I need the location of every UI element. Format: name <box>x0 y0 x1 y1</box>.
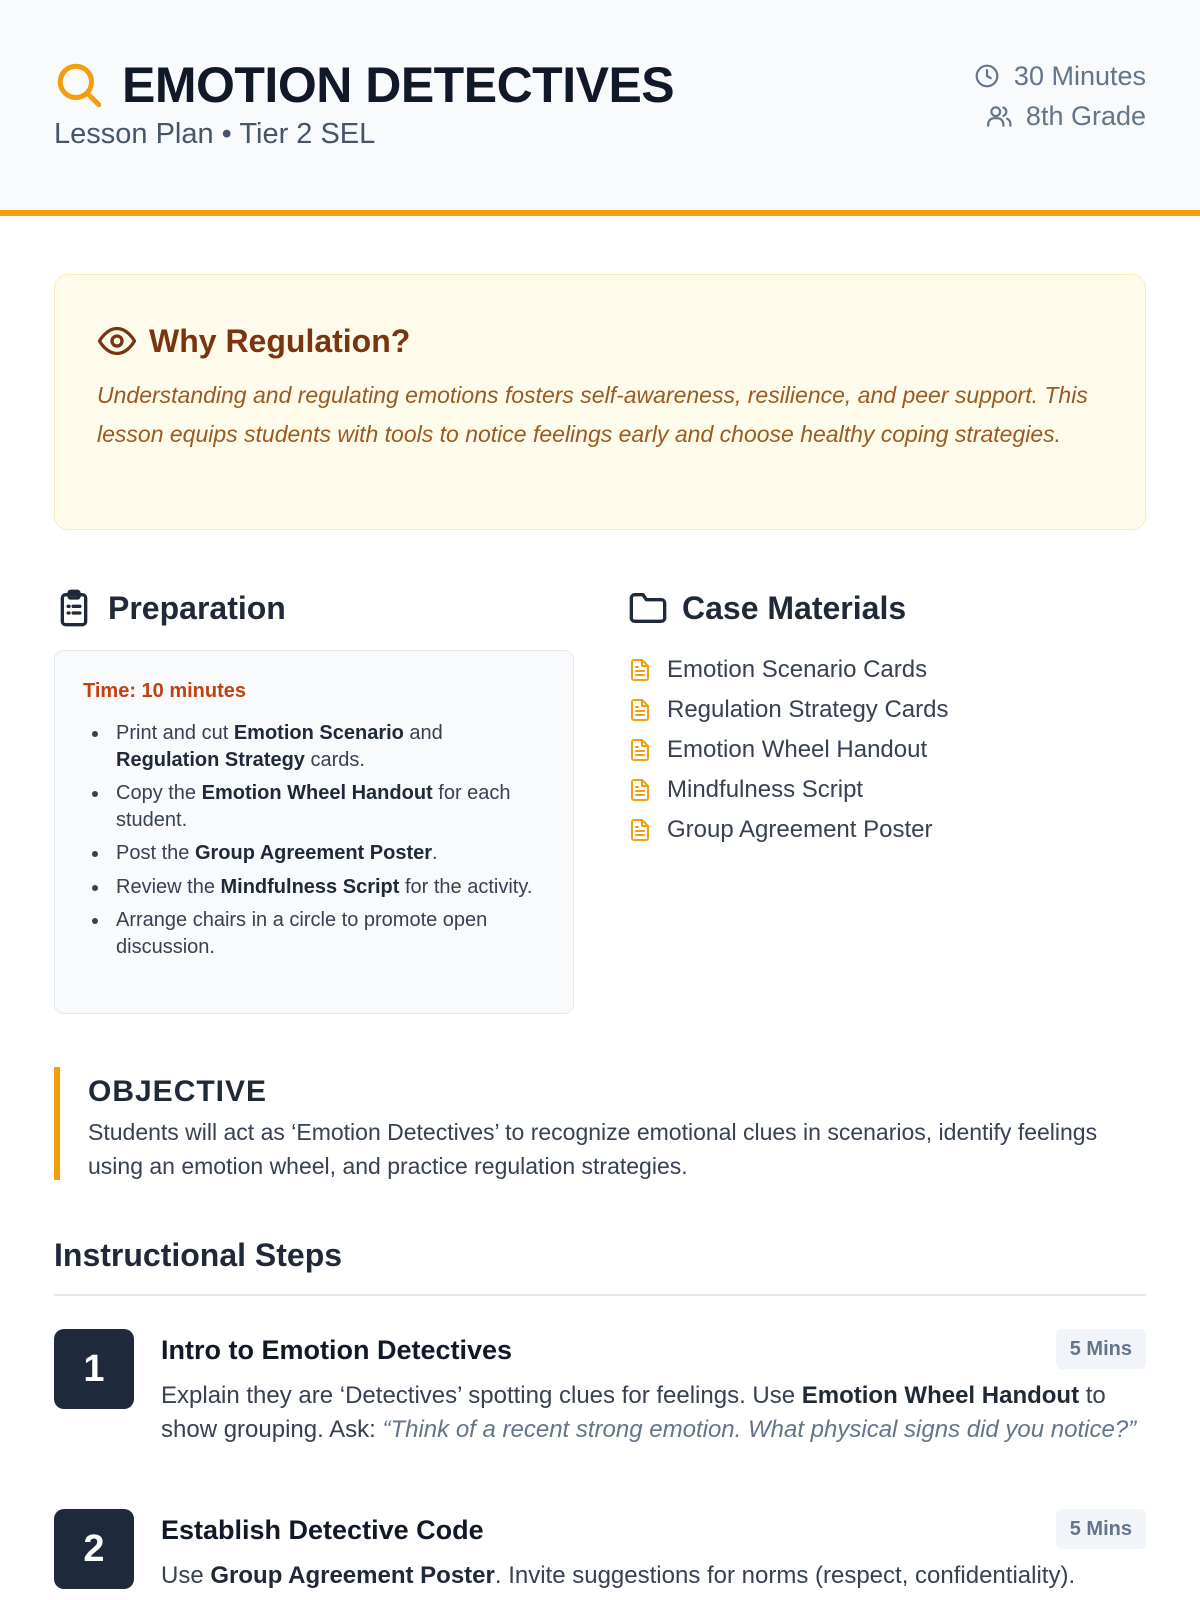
step-title: Establish Detective Code <box>161 1515 484 1545</box>
material-label: Mindfulness Script <box>667 776 864 803</box>
why-title: Why Regulation? <box>149 322 411 359</box>
material-item[interactable] <box>628 650 948 690</box>
eye-icon <box>97 321 137 361</box>
preparation-list <box>83 720 543 967</box>
grade-meta <box>974 96 1146 136</box>
step-item <box>54 1329 1146 1489</box>
why-text: Understanding and regulating emotions fosters self-awareness, resilience, and peer support. This lesson equips students with tools to notice feelings early and choose healthy coping strategies. <box>97 382 1088 447</box>
list-item: Copy the Emotion Wheel Handout for each student. <box>83 780 543 833</box>
document-icon <box>628 738 652 762</box>
list-item: Arrange chairs in a circle to promote open discussion. <box>83 907 543 960</box>
clock-icon <box>974 63 1000 89</box>
steps-divider <box>54 1294 1146 1296</box>
why-heading <box>97 321 410 361</box>
objective-title: OBJECTIVE <box>88 1075 268 1108</box>
page-title: EMOTION DETECTIVES <box>122 57 675 113</box>
material-label: Regulation Strategy Cards <box>667 696 949 723</box>
lesson-meta <box>974 56 1146 136</box>
grade-text: 8th Grade <box>1025 100 1146 131</box>
search-icon <box>54 60 104 110</box>
users-icon <box>986 103 1012 129</box>
material-item[interactable] <box>628 770 948 810</box>
document-icon <box>628 778 652 802</box>
material-item[interactable] <box>628 810 948 850</box>
objective-text: Students will act as ‘Emotion Detectives’ to recognize emotional clues in scenarios, identify feelings using an emotion wheel, and practice regulation strategies. <box>88 1119 1098 1179</box>
step-description: Explain they are ‘Detectives’ spotting clues for feelings. Use Emotion Wheel Handout to show grouping. Ask: “Think of a recent strong emotion. What physical signs did you notice?” <box>161 1382 1137 1443</box>
duration-text: 30 Minutes <box>1013 60 1146 91</box>
objective-block <box>54 1067 1146 1180</box>
why-regulation-callout <box>54 274 1146 530</box>
step-number: 2 <box>54 1509 134 1589</box>
step-description: Use Group Agreement Poster. Invite suggestions for norms (respect, confidentiality). <box>161 1562 1076 1589</box>
page-subtitle: Lesson Plan • Tier 2 SEL <box>54 118 376 150</box>
clipboard-icon <box>54 588 94 628</box>
material-label: Emotion Wheel Handout <box>667 736 928 763</box>
materials-list <box>628 650 948 850</box>
step-time-badge: 5 Mins <box>1056 1329 1146 1369</box>
lesson-header <box>0 0 1200 216</box>
duration-meta <box>974 56 1146 96</box>
materials-title: Case Materials <box>682 589 907 626</box>
material-item[interactable] <box>628 690 948 730</box>
folder-icon <box>628 588 668 628</box>
list-item: Post the Group Agreement Poster. <box>83 840 543 867</box>
list-item: Review the Mindfulness Script for the activity. <box>83 874 543 901</box>
step-number: 1 <box>54 1329 134 1409</box>
document-icon <box>628 658 652 682</box>
preparation-time: Time: 10 minutes <box>83 680 247 702</box>
preparation-heading <box>54 588 286 628</box>
document-icon <box>628 818 652 842</box>
preparation-card <box>54 650 574 1014</box>
materials-heading <box>628 588 906 628</box>
document-icon <box>628 698 652 722</box>
material-label: Emotion Scenario Cards <box>667 656 928 683</box>
step-title: Intro to Emotion Detectives <box>161 1335 513 1365</box>
steps-title: Instructional Steps <box>54 1237 343 1273</box>
step-time-badge: 5 Mins <box>1056 1509 1146 1549</box>
title-row <box>54 56 674 114</box>
material-label: Group Agreement Poster <box>667 816 933 843</box>
preparation-title: Preparation <box>108 589 286 626</box>
step-item <box>54 1509 1146 1600</box>
list-item: Print and cut Emotion Scenario and Regulation Strategy cards. <box>83 720 543 773</box>
material-item[interactable] <box>628 730 948 770</box>
